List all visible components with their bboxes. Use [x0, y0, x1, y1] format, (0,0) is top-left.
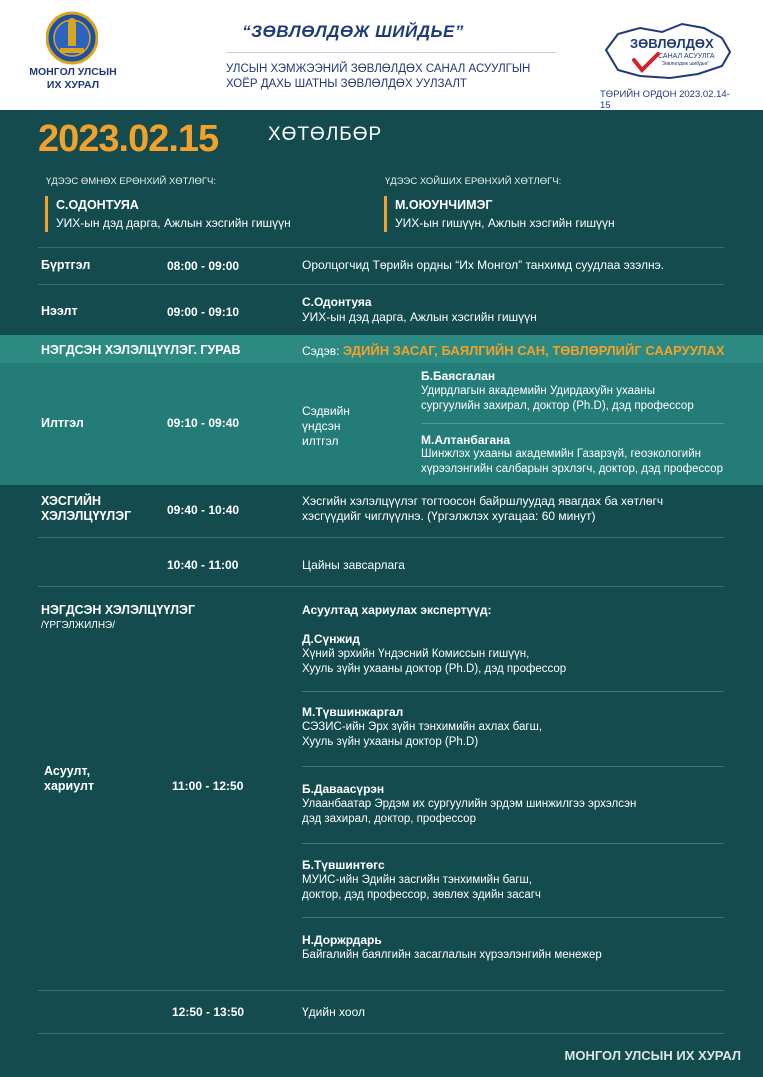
report-label: Илтгэл — [41, 416, 84, 430]
moderator-am-name: С.ОДОНТУЯА — [56, 198, 139, 212]
expert-role: Байгалийн баялгийн засаглалын хүрээлэнгийн менежер — [302, 949, 602, 961]
expert-role: Улаанбаатар Эрдэм их сургуулийн эрдэм шинжилгээ эрхэлсэн дэд захирал, доктор, профессор — [302, 798, 637, 825]
org-name: МОНГОЛ УЛСЫН ИХ ХУРАЛ — [29, 66, 117, 91]
speaker-role: Шинжлэх ухааны академийн Газарзүй, геоэкологийн хүрээлэнгийн салбарын эрхлэгч, доктор, дэд профессор — [421, 448, 723, 475]
expert-name: Б.Түвшинтөгс — [302, 858, 385, 872]
footer-org: МОНГОЛ УЛСЫН ИХ ХУРАЛ — [564, 1048, 741, 1063]
expert-name: Д.Сүнжид — [302, 632, 360, 646]
speaker-divider — [421, 423, 724, 424]
plenary-continued-heading: НЭГДСЭН ХЭЛЭЛЦҮҮЛЭГ — [41, 603, 196, 617]
group-discussion-time: 09:40 - 10:40 — [167, 503, 240, 517]
qa-time: 11:00 - 12:50 — [172, 779, 244, 793]
venue-dates: ТӨРИЙН ОРДОН 2023.02.14-15 — [600, 89, 730, 111]
qa-label: Асуулт, хариулт — [44, 764, 95, 793]
tea-break-time: 10:40 - 11:00 — [167, 558, 239, 572]
registration-time: 08:00 - 09:00 — [167, 259, 240, 273]
slogan: “ЗӨВЛӨЛДӨЖ ШИЙДЬЕ” — [242, 22, 464, 41]
report-time: 09:10 - 09:40 — [167, 416, 240, 430]
plenary-topic-label: Сэдэв: — [302, 344, 340, 358]
logo-subtitle: САНАЛ АСУУЛГА — [658, 53, 715, 60]
experts-title: Асуултад хариулах экспертүүд: — [302, 603, 492, 617]
expert-divider — [302, 917, 724, 918]
speaker-name: М.Алтанбагана — [421, 433, 511, 447]
divider — [38, 284, 724, 285]
divider — [38, 990, 724, 991]
state-emblem-icon — [46, 10, 98, 66]
group-discussion-text: Хэсгийн хэлэлцүүлэг тогтоосон байршлуудад явагдах ба хөтлөгч хэсгүүдийг чиглүүлнэ. (Үргэлжлэх хугацаа: 60 минут) — [302, 494, 664, 523]
speaker-role: Удирдлагын академийн Удирдахуйн ухааны сургуулийн захирал, доктор (Ph.D), дэд профессор — [421, 385, 694, 412]
moderator-am-role: УИХ-ын дэд дарга, Ажлын хэсгийн гишүүн — [56, 216, 291, 230]
divider — [38, 1033, 724, 1034]
moderator-am-bar — [45, 196, 48, 232]
plenary-heading: НЭГДСЭН ХЭЛЭЛЦҮҮЛЭГ. ГУРАВ — [41, 343, 241, 357]
expert-divider — [302, 766, 724, 767]
moderator-pm-label: ҮДЭЭС ХОЙШИХ ЕРӨНХИЙ ХӨТЛӨГЧ: — [385, 176, 562, 187]
expert-name: М.Түвшинжаргал — [302, 705, 404, 719]
checkmark-icon — [634, 54, 658, 70]
group-discussion-label: ХЭСГИЙН ХЭЛЭЛЦҮҮЛЭГ — [41, 494, 132, 523]
event-date: 2023.02.15 — [38, 118, 219, 160]
report-kind: Сэдвийн үндсэн илтгэл — [302, 404, 350, 448]
plenary-topic-value: ЭДИЙН ЗАСАГ, БАЯЛГИЙН САН, ТӨВЛӨРЛИЙГ СААРУУЛАХ — [342, 343, 725, 358]
logo-tagline: Зөвлөлдөж шийдье! — [662, 61, 709, 67]
registration-text: Оролцогчид Төрийн ордны “Их Монгол” танхимд суудлаа эзэлнэ. — [302, 258, 665, 272]
expert-role: МУИС-ийн Эдийн засгийн тэнхимийн багш, доктор, дэд профессор, зөвлөх эдийн засагч — [302, 874, 541, 901]
opening-speaker-name: С.Одонтуяа — [302, 295, 372, 309]
moderator-pm-name: М.ОЮУНЧИМЭГ — [395, 198, 493, 212]
speaker-name: Б.Баясгалан — [421, 369, 496, 383]
tea-break-text: Цайны завсарлага — [302, 558, 405, 572]
expert-name: Н.Доржрдарь — [302, 933, 382, 947]
consultation-logo — [600, 20, 734, 82]
registration-label: Бүртгэл — [41, 258, 91, 272]
header-divider — [226, 52, 556, 53]
expert-divider — [302, 843, 724, 844]
opening-time: 09:00 - 09:10 — [167, 305, 240, 319]
expert-role: Хүний эрхийн Үндэсний Комиссын гишүүн, Хууль зүйн ухааны доктор (Ph.D), дэд профессор — [302, 648, 567, 675]
plenary-topic — [302, 343, 725, 359]
divider — [38, 537, 724, 538]
plenary-continued-sub: /ҮРГЭЛЖИЛНЭ/ — [41, 620, 116, 631]
expert-name: Б.Даваасүрэн — [302, 782, 385, 796]
lunch-text: Үдийн хоол — [302, 1005, 365, 1019]
logo-title: ЗӨВЛӨЛДӨХ — [630, 36, 714, 51]
moderator-pm-role: УИХ-ын гишүүн, Ажлын хэсгийн гишүүн — [395, 216, 615, 230]
opening-speaker-role: УИХ-ын дэд дарга, Ажлын хэсгийн гишүүн — [302, 310, 537, 324]
event-title: УЛСЫН ХЭМЖЭЭНИЙ ЗӨВЛӨЛДӨХ САНАЛ АСУУЛГЫН ХОЁР ДАХЬ ШАТНЫ ЗӨВЛӨЛДӨХ УУЛЗАЛТ — [226, 63, 531, 90]
program-title: ХӨТӨЛБӨР — [268, 124, 383, 145]
page-header — [0, 0, 763, 110]
lunch-time: 12:50 - 13:50 — [172, 1005, 245, 1019]
moderator-am-label: ҮДЭЭС ӨМНӨХ ЕРӨНХИЙ ХӨТЛӨГЧ: — [46, 176, 217, 187]
divider — [38, 247, 724, 248]
divider — [38, 586, 724, 587]
moderator-pm-bar — [384, 196, 387, 232]
expert-role: СЭЗИС-ийн Эрх зүйн тэнхимийн ахлах багш, Хууль зүйн ухааны доктор (Ph.D) — [302, 721, 543, 748]
expert-divider — [302, 691, 724, 692]
opening-label: Нээлт — [41, 304, 78, 318]
